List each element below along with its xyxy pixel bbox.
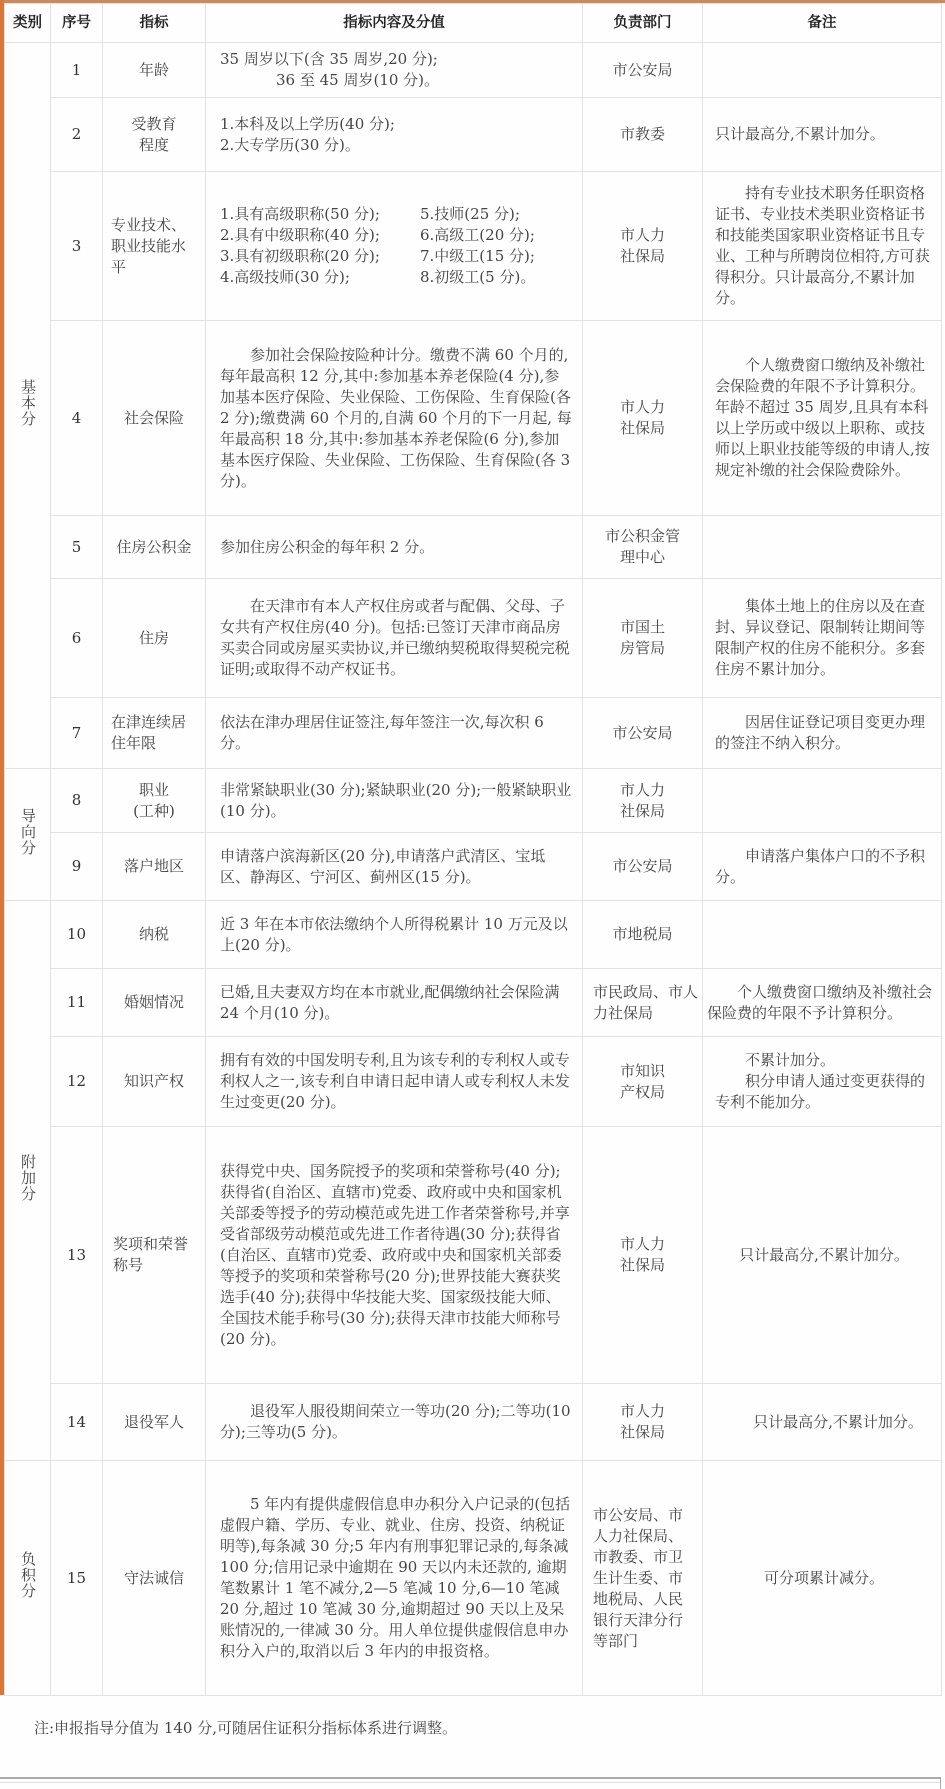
indicator-name: 社会保险: [103, 321, 206, 516]
row-number: 13: [51, 1127, 103, 1384]
content-line: 2.大专学历(30 分)。: [220, 135, 360, 154]
indicator-name: 落户地区: [103, 833, 206, 901]
department: 市人力社保局: [583, 172, 703, 321]
table-row: [5, 901, 942, 969]
remarks: 个人缴费窗口缴纳及补缴社会保险费的年限不予计算积分。: [703, 969, 942, 1037]
table-header-row: [5, 4, 942, 43]
row-number: 15: [51, 1461, 103, 1696]
remarks: 申请落户集体户口的不予积分。: [703, 833, 942, 901]
remarks: 只计最高分,不累计加分。: [703, 98, 942, 172]
row-number: 5: [51, 516, 103, 579]
remarks: [703, 901, 942, 969]
table-row: [5, 43, 942, 98]
table-row: [5, 969, 942, 1037]
content-line: 8.初级工(5 分)。: [420, 268, 536, 286]
remarks: 只计最高分,不累计加分。: [703, 1384, 942, 1461]
department: 市公安局: [583, 43, 703, 98]
indicator-content: 在天津市有本人产权住房或者与配偶、父母、子女共有产权住房(40 分)。包括:已签订天津市商品房买卖合同或房屋买卖协议,并已缴纳契税取得契税完税证明;或取得不动产权证书。: [206, 579, 583, 698]
indicator-content: 已婚,且夫妻双方均在本市就业,配偶缴纳社会保险满 24 个月(10 分)。: [206, 969, 583, 1037]
indicator-name: 职业(工种): [103, 769, 206, 833]
remarks-line: 不累计加分。: [745, 1051, 836, 1069]
department: 市国土房管局: [583, 579, 703, 698]
indicator-name: 专业技术、职业技能水平: [103, 172, 206, 321]
department: 市知识产权局: [583, 1037, 703, 1127]
row-number: 4: [51, 321, 103, 516]
header-seq: 序号: [51, 4, 103, 43]
content-line: 4.高级技师(30 分);: [220, 268, 350, 286]
row-number: 8: [51, 769, 103, 833]
indicator-name: 受教育程度: [103, 98, 206, 172]
table-row: [5, 698, 942, 769]
remarks-line: 积分申请人通过变更获得的专利不能加分。: [715, 1072, 926, 1111]
table-row: [5, 833, 942, 901]
indicator-name: 守法诚信: [103, 1461, 206, 1696]
indicator-content: 5 年内有提供虚假信息申办积分入户记录的(包括虚假户籍、学历、专业、就业、住房、投资、纳税证明等),每条减 30 分;5 年内有刑事犯罪记录的,每条减 100 分;信用记录中逾期在 90 天以内未还款的, 逾期笔数累计 1 笔不减分,2—5 笔减 10 分,6—10 笔减 20 分,超过 10 笔减 30 分,逾期超过 90 天以上及呆账情况的,一律减 30 分。用人单位提供虚假信息申办积分入户的,取消以后 3 年内的申报资格。: [206, 1461, 583, 1696]
indicator-content: 参加住房公积金的每年积 2 分。: [206, 516, 583, 579]
table-row: [5, 516, 942, 579]
header-category: 类别: [5, 4, 51, 43]
remarks: 可分项累计减分。: [703, 1461, 942, 1696]
department: 市人力社保局: [583, 1384, 703, 1461]
header-remarks: 备注: [703, 4, 942, 43]
indicator-content: 参加社会保险按险种计分。缴费不满 60 个月的,每年最高积 12 分,其中:参加基本养老保险(4 分),参加基本医疗保险、失业保险、工伤保险、生育保险(各 2 分);缴费满 60 个月的,自满 60 个月的下一月起, 每年最高积 18 分,其中:参加基本养老保险(6 分),参加基本医疗保险、失业保险、工伤保险、生育保险(各 3 分)。: [206, 321, 583, 516]
remarks: [703, 43, 942, 98]
category-cell-additional: [5, 901, 51, 1461]
content-line: 3.具有初级职称(20 分);: [220, 247, 380, 265]
department: 市地税局: [583, 901, 703, 969]
row-number: 14: [51, 1384, 103, 1461]
header-content: 指标内容及分值: [206, 4, 583, 43]
indicator-content: [206, 172, 583, 321]
row-number: 12: [51, 1037, 103, 1127]
indicator-content: 申请落户滨海新区(20 分),申请落户武清区、宝坻区、静海区、宁河区、蓟州区(15 分)。: [206, 833, 583, 901]
table-row: [5, 1127, 942, 1384]
remarks: 只计最高分,不累计加分。: [703, 1127, 942, 1384]
indicator-name: 在津连续居住年限: [103, 698, 206, 769]
department: 市人力社保局: [583, 1127, 703, 1384]
category-cell-guidance: [5, 769, 51, 901]
row-number: 10: [51, 901, 103, 969]
content-line: 7.中级工(15 分);: [420, 247, 535, 265]
remarks: 个人缴费窗口缴纳及补缴社会保险费的年限不予计算积分。年龄不超过 35 周岁,且具有本科以上学历或中级以上职称、或技师以上职业技能等级的申请人,按规定补缴的社会保险费除外。: [703, 321, 942, 516]
row-number: 3: [51, 172, 103, 321]
indicator-content: [206, 98, 583, 172]
content-line: 36 至 45 周岁(10 分)。: [276, 71, 440, 89]
content-line: 6.高级工(20 分);: [420, 226, 535, 244]
row-number: 7: [51, 698, 103, 769]
header-indicator: 指标: [103, 4, 206, 43]
table-row: [5, 321, 942, 516]
content-line: 1.具有高级职称(50 分);: [220, 205, 380, 223]
indicator-content: 近 3 年在本市依法缴纳个人所得税累计 10 万元及以上(20 分)。: [206, 901, 583, 969]
indicator-name: 奖项和荣誉称号: [103, 1127, 206, 1384]
category-cell-negative: [5, 1461, 51, 1696]
bottom-divider: [0, 1777, 941, 1783]
remarks: [703, 516, 942, 579]
content-line: 5.技师(25 分);: [420, 205, 520, 223]
indicator-name: 纳税: [103, 901, 206, 969]
row-number: 6: [51, 579, 103, 698]
table-row: [5, 579, 942, 698]
indicator-content: [206, 43, 583, 98]
department: 市教委: [583, 98, 703, 172]
indicator-name: 婚姻情况: [103, 969, 206, 1037]
indicator-name: 年龄: [103, 43, 206, 98]
points-indicator-table: [4, 3, 942, 1696]
category-cell-basic: [5, 43, 51, 769]
remarks: 集体土地上的住房以及在查封、异议登记、限制转让期间等限制产权的住房不能积分。多套住房不累计加分。: [703, 579, 942, 698]
table-row: [5, 1037, 942, 1127]
indicator-name: 住房: [103, 579, 206, 698]
category-label: 附加分: [19, 1153, 37, 1202]
indicator-content: 依法在津办理居住证签注,每年签注一次,每次积 6 分。: [206, 698, 583, 769]
indicator-content: 退役军人服役期间荣立一等功(20 分);二等功(10 分);三等功(5 分)。: [206, 1384, 583, 1461]
row-number: 2: [51, 98, 103, 172]
header-department: 负责部门: [583, 4, 703, 43]
indicator-content: 非常紧缺职业(30 分);紧缺职业(20 分);一般紧缺职业(10 分)。: [206, 769, 583, 833]
row-number: 11: [51, 969, 103, 1037]
content-line: 35 周岁以下(含 35 周岁,20 分);: [220, 50, 438, 68]
row-number: 1: [51, 43, 103, 98]
department: 市公积金管理中心: [583, 516, 703, 579]
indicator-name: 知识产权: [103, 1037, 206, 1127]
table-row: [5, 1384, 942, 1461]
remarks: [703, 1037, 942, 1127]
department: 市人力社保局: [583, 321, 703, 516]
table-row: [5, 172, 942, 321]
table-row: [5, 1461, 942, 1696]
indicator-name: 退役军人: [103, 1384, 206, 1461]
remarks: [703, 769, 942, 833]
content-line: 2.具有中级职称(40 分);: [220, 226, 380, 244]
category-label: 基本分: [19, 378, 37, 427]
department: 市公安局、市人力社保局、市教委、市卫生计生委、市地税局、人民银行天津分行等部门: [583, 1461, 703, 1696]
remarks: 持有专业技术职务任职资格证书、专业技术类职业资格证书和技能类国家职业资格证书且专业、工种与所聘岗位相符,方可获得积分。只计最高分,不累计加分。: [703, 172, 942, 321]
content-line: 1.本科及以上学历(40 分);: [220, 114, 395, 133]
department: 市民政局、市人力社保局: [583, 969, 703, 1037]
department: 市公安局: [583, 833, 703, 901]
bottom-divider-edge: [940, 1777, 941, 1789]
indicator-content: 获得党中央、国务院授予的奖项和荣誉称号(40 分);获得省(自治区、直辖市)党委、政府或中央和国家机关部委等授予的劳动模范或先进工作者荣誉称号,并享受省部级劳动模范或先进工作者待遇(30 分);获得省(自治区、直辖市)党委、政府或中央和国家机关部委等授予的奖项和荣誉称号(20 分);世界技能大赛获奖选手(40 分);获得中华技能大奖、国家级技能大师、全国技术能手称号(30 分);获得天津市技能大师称号(20 分)。: [206, 1127, 583, 1384]
department: 市人力社保局: [583, 769, 703, 833]
indicator-name: 住房公积金: [103, 516, 206, 579]
category-label: 负积分: [19, 1551, 37, 1599]
department: 市公安局: [583, 698, 703, 769]
row-number: 9: [51, 833, 103, 901]
remarks: 因居住证登记项目变更办理的签注不纳入积分。: [703, 698, 942, 769]
category-label: 导向分: [19, 807, 37, 856]
footnote: 注:申报指导分值为 140 分,可随居住证积分指标体系进行调整。: [34, 1719, 457, 1737]
indicator-content: 拥有有效的中国发明专利,且为该专利的专利权人或专利权人之一,该专利自申请日起申请人或专利权人未发生过变更(20 分)。: [206, 1037, 583, 1127]
table-row: [5, 769, 942, 833]
table-row: [5, 98, 942, 172]
